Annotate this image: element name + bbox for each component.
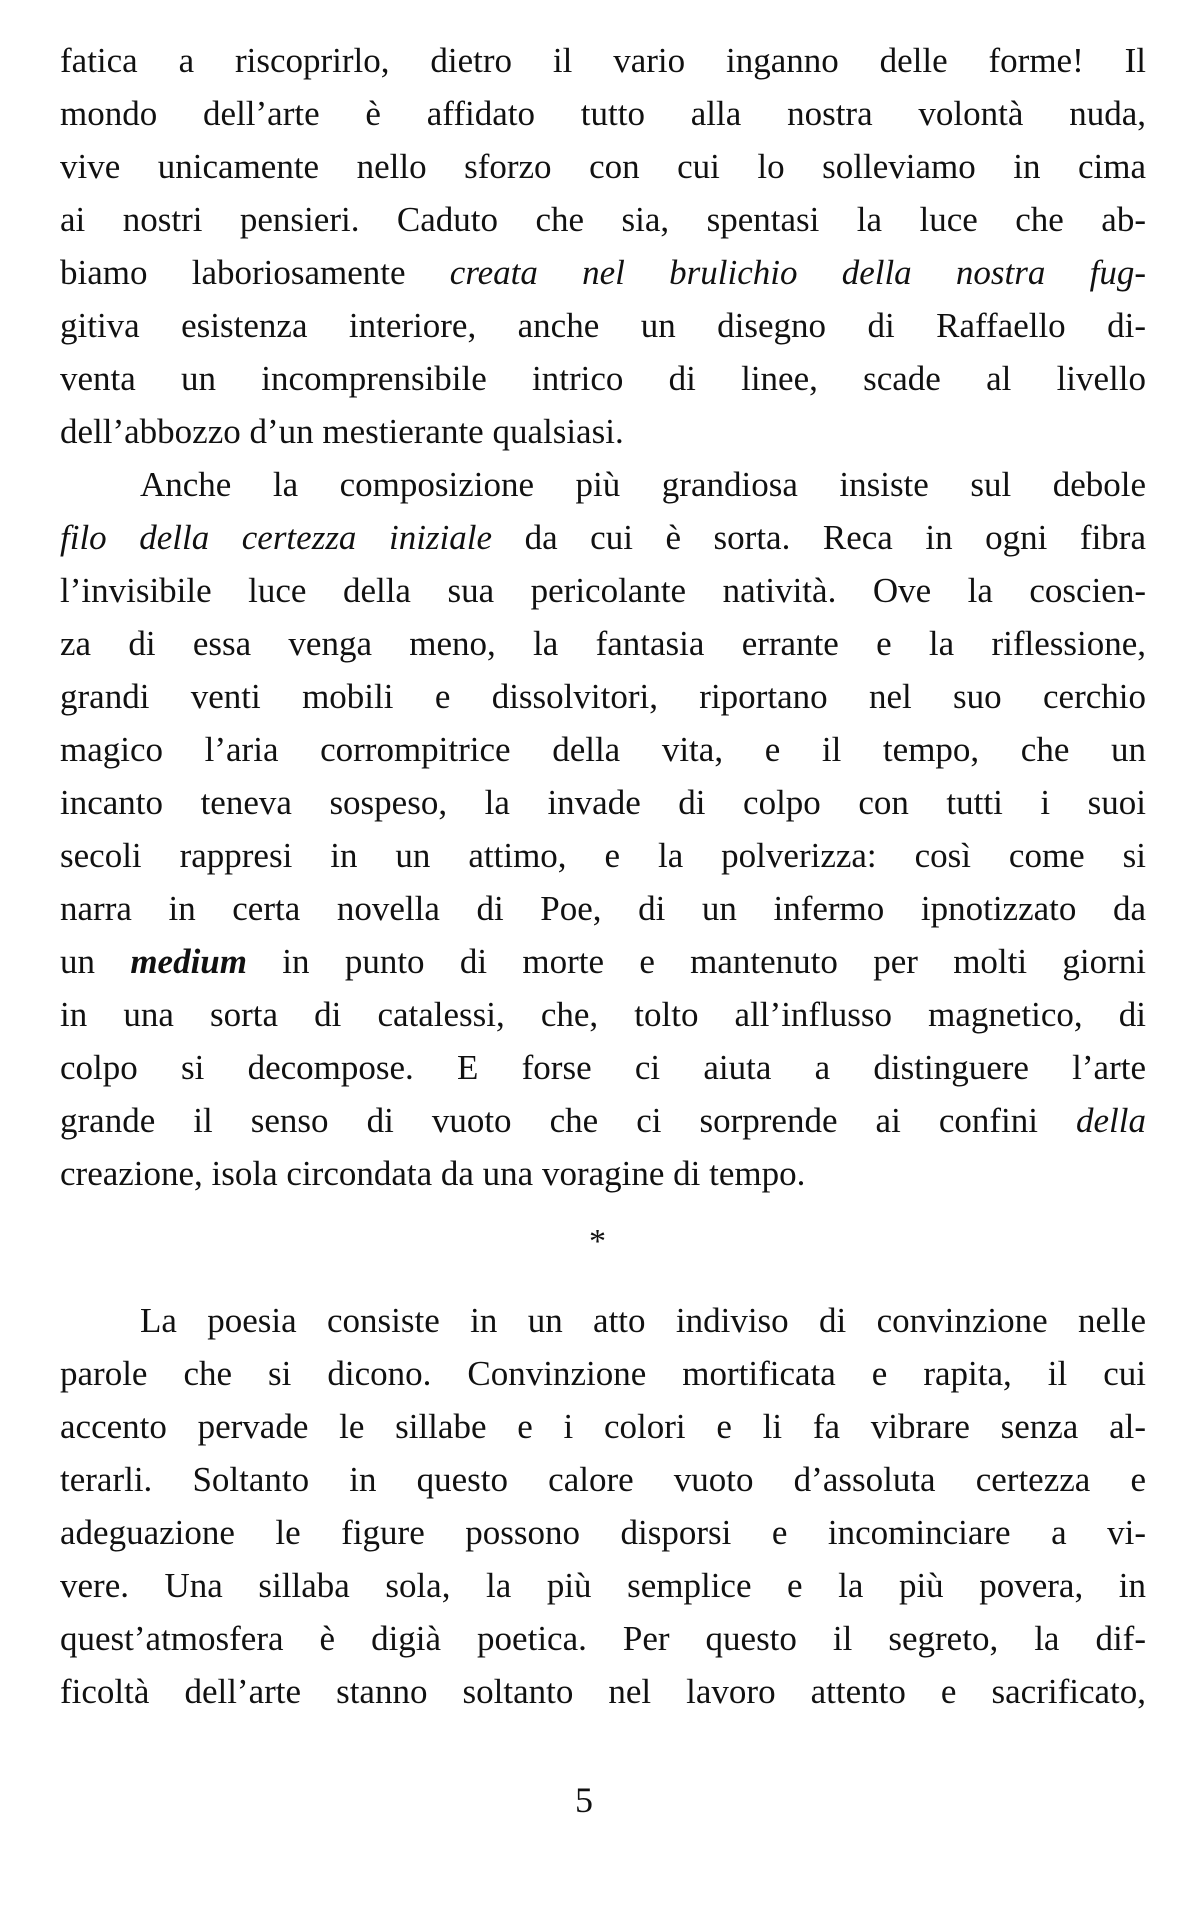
- text-line: [60, 1506, 1146, 1559]
- text-segment: creazione, isola circondata da una voragine di tempo.: [60, 1154, 806, 1193]
- emphasized-text: medium: [130, 942, 247, 981]
- text-line: [60, 193, 1146, 246]
- text-line: [60, 34, 1146, 87]
- text-line: [60, 1612, 1146, 1665]
- text-segment: grandi venti mobili e dissolvitori, riportano nel suo cerchio: [60, 677, 1146, 716]
- text-line: [60, 829, 1146, 882]
- text-line: [60, 1400, 1146, 1453]
- text-segment: Anche la composizione più grandiosa insiste sul debole: [140, 465, 1146, 504]
- text-line: [60, 935, 1146, 988]
- text-line: [60, 1347, 1146, 1400]
- paragraph-2: [60, 458, 1146, 1200]
- text-line: [60, 87, 1146, 140]
- text-segment: biamo laboriosamente: [60, 253, 450, 292]
- text-segment: magico l’aria corrompitrice della vita, e il tempo, che un: [60, 730, 1146, 769]
- text-segment: incanto teneva sospeso, la invade di colpo con tutti i suoi: [60, 783, 1146, 822]
- text-segment: l’invisibile luce della sua pericolante natività. Ove la coscien-: [60, 571, 1146, 610]
- text-segment: ficoltà dell’arte stanno soltanto nel lavoro attento e sacrificato,: [60, 1672, 1146, 1711]
- text-line: [60, 988, 1146, 1041]
- text-line: [60, 1041, 1146, 1094]
- emphasized-text: della: [1076, 1101, 1146, 1140]
- text-line: [60, 723, 1146, 776]
- text-line: [60, 1094, 1146, 1147]
- text-segment: gitiva esistenza interiore, anche un disegno di Raffaello di-: [60, 306, 1146, 345]
- text-segment: quest’atmosfera è digià poetica. Per questo il segreto, la dif-: [60, 1619, 1146, 1658]
- emphasized-text: filo della certezza iniziale: [60, 518, 493, 557]
- text-segment: secoli rappresi in un attimo, e la polverizza: così come si: [60, 836, 1146, 875]
- section-separator: *: [589, 1223, 606, 1260]
- text-segment: La poesia consiste in un atto indiviso di convinzione nelle: [140, 1301, 1146, 1340]
- text-line: [60, 511, 1146, 564]
- text-line: [60, 1147, 1146, 1200]
- text-segment: dell’abbozzo d’un mestierante qualsiasi.: [60, 412, 624, 451]
- text-line: [60, 617, 1146, 670]
- text-segment: ai nostri pensieri. Caduto che sia, spentasi la luce che ab-: [60, 200, 1146, 239]
- paragraph-1: [60, 34, 1146, 458]
- text-line: [60, 670, 1146, 723]
- text-segment: parole che si dicono. Convinzione mortificata e rapita, il cui: [60, 1354, 1146, 1393]
- text-segment: narra in certa novella di Poe, di un infermo ipnotizzato da: [60, 889, 1146, 928]
- text-segment: in punto di morte e mantenuto per molti giorni: [247, 942, 1147, 981]
- text-line: [60, 140, 1146, 193]
- text-line: [60, 1559, 1146, 1612]
- text-segment: za di essa venga meno, la fantasia errante e la riflessione,: [60, 624, 1146, 663]
- text-segment: venta un incomprensibile intrico di linee, scade al livello: [60, 359, 1146, 398]
- text-segment: mondo dell’arte è affidato tutto alla nostra volontà nuda,: [60, 94, 1146, 133]
- text-segment: grande il senso di vuoto che ci sorprende ai confini: [60, 1101, 1077, 1140]
- paragraph-3: [60, 1294, 1146, 1718]
- text-line: [60, 405, 1146, 458]
- text-line: [60, 1665, 1146, 1718]
- text-segment: accento pervade le sillabe e i colori e li fa vibrare senza al-: [60, 1407, 1146, 1446]
- text-segment: vere. Una sillaba sola, la più semplice e la più povera, in: [60, 1566, 1146, 1605]
- text-line: [60, 1453, 1146, 1506]
- page-number: 5: [575, 1780, 593, 1820]
- text-line: [60, 352, 1146, 405]
- text-segment: colpo si decompose. E forse ci aiuta a distinguere l’arte: [60, 1048, 1146, 1087]
- text-line: [60, 246, 1146, 299]
- text-segment: terarli. Soltanto in questo calore vuoto d’assoluta certezza e: [60, 1460, 1146, 1499]
- text-line: [60, 458, 1146, 511]
- text-segment: fatica a riscoprirlo, dietro il vario inganno delle forme! Il: [60, 41, 1146, 80]
- text-line: [60, 1294, 1146, 1347]
- emphasized-text: creata nel brulichio della nostra fug-: [449, 253, 1147, 292]
- text-segment: adeguazione le figure possono disporsi e incominciare a vi-: [60, 1513, 1146, 1552]
- text-line: [60, 882, 1146, 935]
- text-segment: un: [60, 942, 131, 981]
- text-line: [60, 776, 1146, 829]
- text-segment: in una sorta di catalessi, che, tolto all’influsso magnetico, di: [60, 995, 1146, 1034]
- text-segment: vive unicamente nello sforzo con cui lo solleviamo in cima: [60, 147, 1146, 186]
- text-line: [60, 564, 1146, 617]
- text-line: [60, 299, 1146, 352]
- text-segment: da cui è sorta. Reca in ogni fibra: [492, 518, 1146, 557]
